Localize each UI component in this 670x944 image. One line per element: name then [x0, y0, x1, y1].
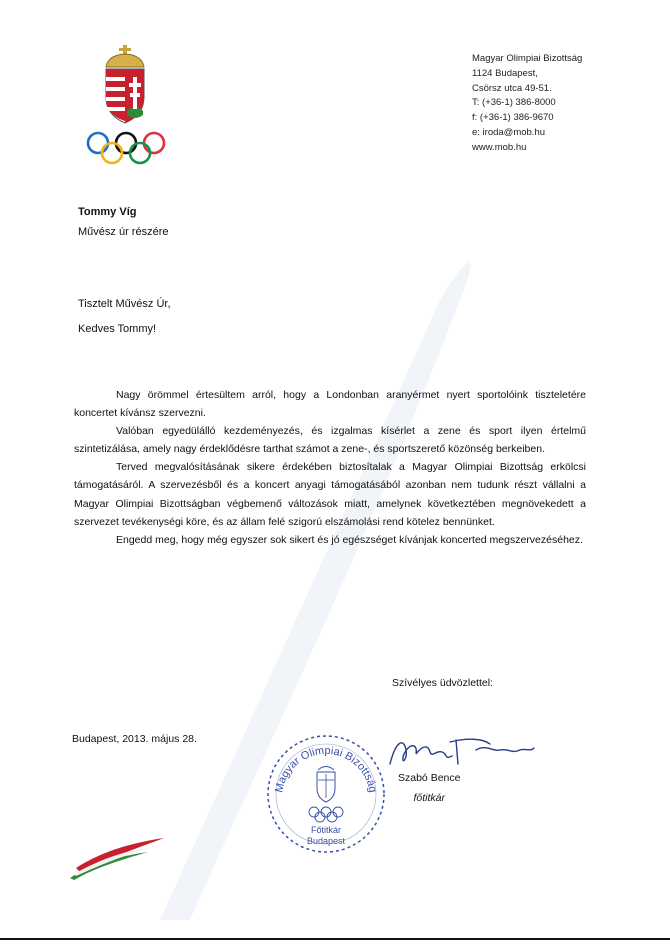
hungarian-coat-of-arms-icon	[100, 45, 150, 125]
body-paragraph: Valóban egyedülálló kezdeményezés, és izgalmas kísérlet a zene és sport ilyen értelmű szintetizálása, amely nagy érdeklődésre tarthat számot a zene-, és sportszerető közönség berkeiben.	[74, 425, 586, 456]
recipient-block	[78, 202, 168, 242]
signer-name: Szabó Bence	[398, 772, 461, 784]
letter-body	[74, 386, 586, 549]
recipient-note: Művész úr részére	[78, 226, 169, 238]
body-paragraph: Engedd meg, hogy még egyszer sok sikert és jó egészséget kívánjak koncerted megszervezéséhez.	[116, 533, 583, 546]
place-and-date: Budapest, 2013. május 28.	[72, 733, 197, 745]
sender-email: e: iroda@mob.hu	[472, 126, 546, 138]
sender-fax: f: (+36-1) 386-9670	[472, 112, 554, 124]
closing-greeting: Szívélyes üdvözlettel:	[392, 677, 493, 689]
salutation-line2: Kedves Tommy!	[78, 323, 157, 335]
sender-address-line1: 1124 Budapest,	[472, 67, 538, 79]
recipient-name: Tommy Víg	[78, 206, 137, 218]
stamp-arc-text: Magyar Olimpiai Bizottság	[273, 744, 379, 794]
sender-contact-block	[472, 52, 582, 156]
official-stamp-icon	[262, 728, 390, 856]
hungarian-flag-swoosh-icon	[68, 822, 168, 882]
signer-block	[398, 768, 460, 808]
sender-phone: T: (+36-1) 386-8000	[472, 97, 556, 109]
body-paragraph: Nagy örömmel értesültem arról, hogy a Londonban aranyérmet nyert sportolóink tiszteletére koncertet kívánsz szervezni.	[74, 389, 586, 420]
page-bottom-border	[0, 938, 670, 940]
salutation-line1: Tisztelt Művész Úr,	[78, 298, 171, 310]
sender-address-line2: Csörsz utca 49-51.	[472, 82, 552, 94]
stamp-line2: Budapest	[306, 836, 346, 846]
stamp-line1: Főtitkár	[310, 825, 342, 835]
olympic-rings-icon	[86, 130, 166, 166]
signer-title: főtitkár	[413, 792, 445, 804]
handwritten-signature-icon	[386, 730, 536, 772]
sender-website: www.mob.hu	[472, 141, 527, 153]
salutation-block	[78, 292, 171, 342]
sender-organization: Magyar Olimpiai Bizottság	[472, 53, 583, 64]
body-paragraph: Terved megvalósításának sikere érdekében biztosítalak a Magyar Olimpiai Bizottság erkölcsi támogatásáról. A szervezésből és a koncert anyagi támogatásából azonban nem tudunk részt vállalni a Magyar Olimpiai Bizottságban végbemenő változások miatt, amelynek következtében megnövekedett a szervezet tevékenységi köre, és az állam felé szigorú elszámolási rend kötelez bennünket.	[74, 461, 586, 528]
